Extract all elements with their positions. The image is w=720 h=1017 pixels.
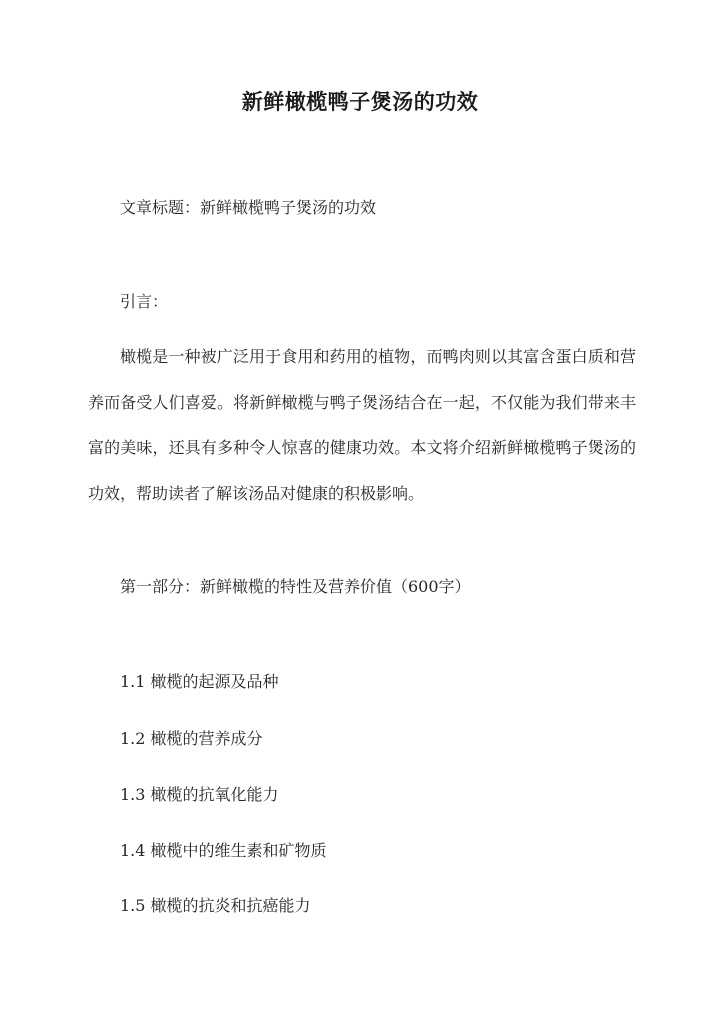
subsection-item: 1.4 橄榄中的维生素和矿物质 (120, 841, 327, 860)
article-title-line: 文章标题：新鲜橄榄鸭子煲汤的功效 (120, 198, 377, 217)
intro-heading: 引言： (120, 292, 169, 311)
document-title: 新鲜橄榄鸭子煲汤的功效 (241, 89, 479, 114)
subsection-item: 1.5 橄榄的抗炎和抗癌能力 (120, 896, 311, 915)
intro-paragraph: 橄榄是一种被广泛用于食用和药用的植物，而鸭肉则以其富含蛋白质和营养而备受人们喜爱。将新鲜橄榄与鸭子煲汤结合在一起，不仅能为我们带来丰富的美味，还具有多种令人惊喜的健康功效。本文将介绍新鲜橄榄鸭子煲汤的功效，帮助读者了解该汤品对健康的积极影响。 (88, 347, 636, 503)
part1-heading: 第一部分：新鲜橄榄的特性及营养价值（600字） (120, 577, 471, 596)
subsection-item: 1.1 橄榄的起源及品种 (120, 672, 279, 691)
subsection-item: 1.3 橄榄的抗氧化能力 (120, 785, 279, 804)
subsection-item: 1.2 橄榄的营养成分 (120, 729, 263, 748)
